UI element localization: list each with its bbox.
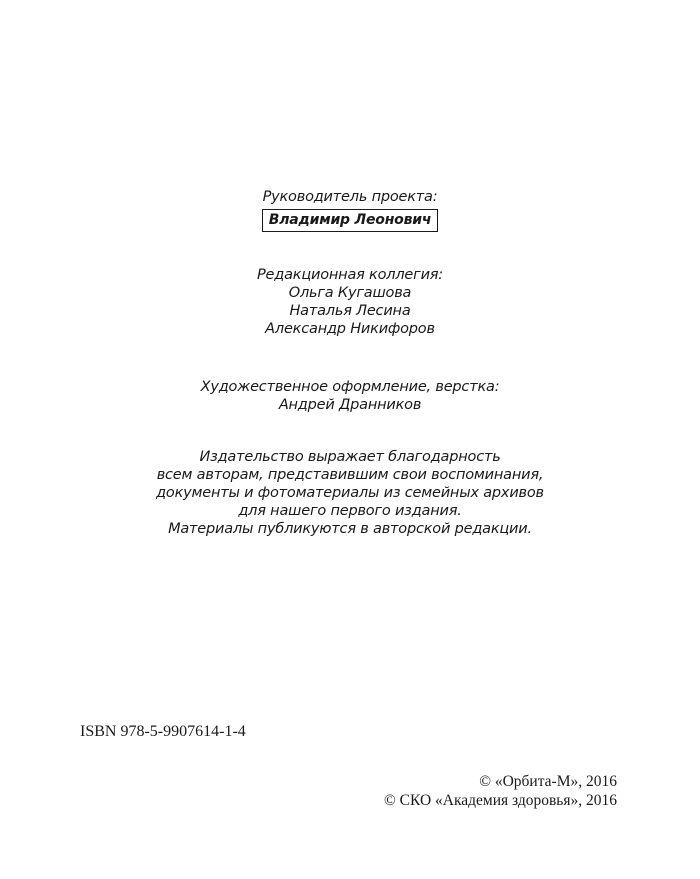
project-manager-label-text: Руководитель проекта:	[262, 189, 438, 205]
editorial-board-label: Редакционная коллегия:	[256, 267, 443, 283]
acknowledgement-line: всем авторам, представившим свои воспоминания,	[156, 467, 544, 483]
isbn-number: ISBN 978-5-9907614-1-4	[80, 723, 246, 740]
copyright-line: © СКО «Академия здоровья», 2016	[384, 792, 617, 809]
editorial-board-member: Александр Никифоров	[265, 321, 435, 337]
design-section	[0, 378, 700, 414]
design-label: Художественное оформление, верстка:	[200, 379, 500, 395]
acknowledgement-line: Издательство выражает благодарность	[199, 449, 501, 465]
acknowledgement-line: документы и фотоматериалы из семейных архивов	[156, 485, 544, 501]
acknowledgement-line: для нашего первого издания.	[238, 503, 462, 519]
copyright-line: © «Орбита-М», 2016	[479, 773, 617, 790]
acknowledgement-section	[0, 448, 700, 538]
copyright-block	[384, 772, 617, 810]
project-manager-label	[0, 188, 700, 206]
editorial-board-member: Наталья Лесина	[289, 303, 411, 319]
editorial-board-member: Ольга Кугашова	[288, 285, 412, 301]
designer-name: Андрей Дранников	[278, 397, 422, 413]
editorial-board-section	[0, 266, 700, 338]
acknowledgement-line: Материалы публикуются в авторской редакции.	[168, 521, 532, 537]
project-manager-name: Владимир Леонович	[262, 209, 439, 232]
project-manager-name-wrap	[0, 209, 700, 232]
